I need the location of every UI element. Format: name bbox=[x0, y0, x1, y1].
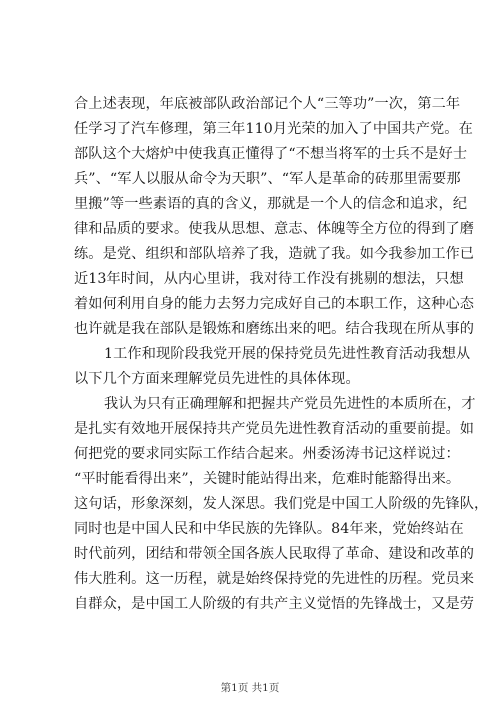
page-footer: 第1页 共1页 bbox=[220, 682, 280, 694]
paragraph-line-20: 伟大胜利。这一历程，就是始终保持党的先进性的历程。党员来 bbox=[74, 571, 475, 587]
paragraph-line-4: 兵”、“军人以服从命令为天职”、“军人是革命的砖那里需要那 bbox=[74, 171, 461, 187]
paragraph-line-21: 自群众，是中国工人阶级的有共产主义觉悟的先锋战士，又是劳 bbox=[74, 596, 475, 612]
paragraph-line-14: 是扎实有效地开展保持共产党员先进性教育活动的重要前提。如 bbox=[74, 421, 475, 437]
paragraph-line-3: 部队这个大熔炉中使我真正懂得了“不想当将军的士兵不是好士 bbox=[74, 146, 468, 162]
paragraph-line-9: 着如何利用自身的能力去努力完成好自己的本职工作，这种心态 bbox=[74, 296, 475, 312]
paragraph-line-12: 以下几个方面来理解党员先进性的具体体现。 bbox=[74, 371, 360, 387]
paragraph-line-19: 时代前列，团结和带领全国各族人民取得了革命、建设和改革的 bbox=[74, 546, 475, 562]
paragraph-line-7: 练。是党、组织和部队培养了我，造就了我。如今我参加工作已 bbox=[74, 246, 475, 262]
paragraph-line-1: 合上述表现，年底被部队政治部记个人“三等功”一次，第二年 bbox=[74, 96, 461, 112]
paragraph-line-15: 何把党的要求同实际工作结合起来。州委汤涛书记这样说过： bbox=[74, 446, 460, 462]
paragraph-line-17: 这句话，形象深刻，发人深思。我们党是中国工人阶级的先锋队， bbox=[74, 496, 489, 512]
paragraph-line-10: 也许就是我在部队是锻炼和磨练出来的吧。结合我现在所从事的 bbox=[74, 321, 475, 337]
paragraph-line-13: 我认为只有正确理解和把握共产党员先进性的本质所在，才 bbox=[104, 396, 476, 412]
paragraph-line-5: 里搬”等一些素语的真的含义，那就是一个人的信念和追求，纪 bbox=[74, 196, 468, 212]
paragraph-line-11: 1工作和现阶段我党开展的保持党员先进性教育活动我想从 bbox=[104, 346, 471, 362]
paragraph-line-6: 律和品质的要求。使我从思想、意志、体魄等全方位的得到了磨 bbox=[74, 221, 475, 237]
paragraph-line-8: 近13年时间，从内心里讲，我对待工作没有挑剔的想法，只想 bbox=[74, 271, 464, 287]
paragraph-line-18: 同时也是中国人民和中华民族的先锋队。84年来，党始终站在 bbox=[74, 521, 464, 537]
paragraph-line-2: 任学习了汽车修理，第三年110月光荣的加入了中国共产党。在 bbox=[74, 121, 473, 137]
paragraph-line-16: “平时能看得出来”，关键时能站得出来，危难时能豁得出来。 bbox=[74, 471, 461, 487]
